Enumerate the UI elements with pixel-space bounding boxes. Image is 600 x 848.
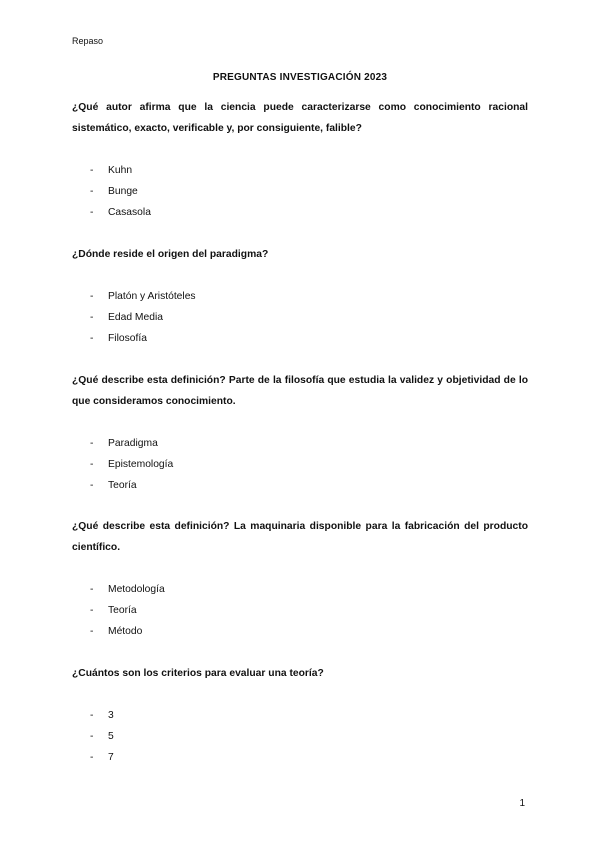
answer-text: 5 (108, 731, 114, 742)
answer-text: Teoría (108, 605, 137, 616)
bullet-dash: - (90, 165, 94, 176)
answer-text: Casasola (108, 207, 151, 218)
bullet-dash: - (90, 291, 94, 302)
question-5: ¿Cuántos son los criterios para evaluar una teoría? (72, 668, 324, 679)
bullet-dash: - (90, 605, 94, 616)
answer-text: Epistemología (108, 459, 174, 470)
answer-text: 3 (108, 710, 114, 721)
answer-text: Método (108, 626, 143, 637)
bullet-dash: - (90, 186, 94, 197)
answer-text: Paradigma (108, 438, 158, 449)
bullet-dash: - (90, 438, 94, 449)
bullet-dash: - (90, 480, 94, 491)
answer-text: 7 (108, 752, 114, 763)
bullet-dash: - (90, 333, 94, 344)
answer-text: Edad Media (108, 312, 163, 323)
bullet-dash: - (90, 626, 94, 637)
bullet-dash: - (90, 731, 94, 742)
question-3: ¿Qué describe esta definición? Parte de la filosofía que estudia la validez y objetividad de lo que consideramos conocimiento. (72, 375, 528, 407)
answer-text: Platón y Aristóteles (108, 291, 196, 302)
answer-text: Kuhn (108, 165, 133, 176)
answer-text: Teoría (108, 480, 137, 491)
document-title: PREGUNTAS INVESTIGACIÓN 2023 (212, 72, 388, 83)
bullet-dash: - (90, 312, 94, 323)
question-1: ¿Qué autor afirma que la ciencia puede caracterizarse como conocimiento racional sistemático, exacto, verificable y, por consiguiente, falible? (72, 102, 528, 134)
bullet-dash: - (90, 752, 94, 763)
bullet-dash: - (90, 207, 94, 218)
page-number: 1 (519, 798, 525, 809)
bullet-dash: - (90, 584, 94, 595)
bullet-dash: - (90, 459, 94, 470)
question-2: ¿Dónde reside el origen del paradigma? (72, 249, 269, 260)
question-4: ¿Qué describe esta definición? La maquinaria disponible para la fabricación del producto científico. (72, 521, 528, 553)
answer-text: Bunge (108, 186, 138, 197)
bullet-dash: - (90, 710, 94, 721)
page-header: Repaso (72, 36, 104, 46)
answer-text: Filosofía (108, 333, 147, 344)
answer-text: Metodología (108, 584, 165, 595)
